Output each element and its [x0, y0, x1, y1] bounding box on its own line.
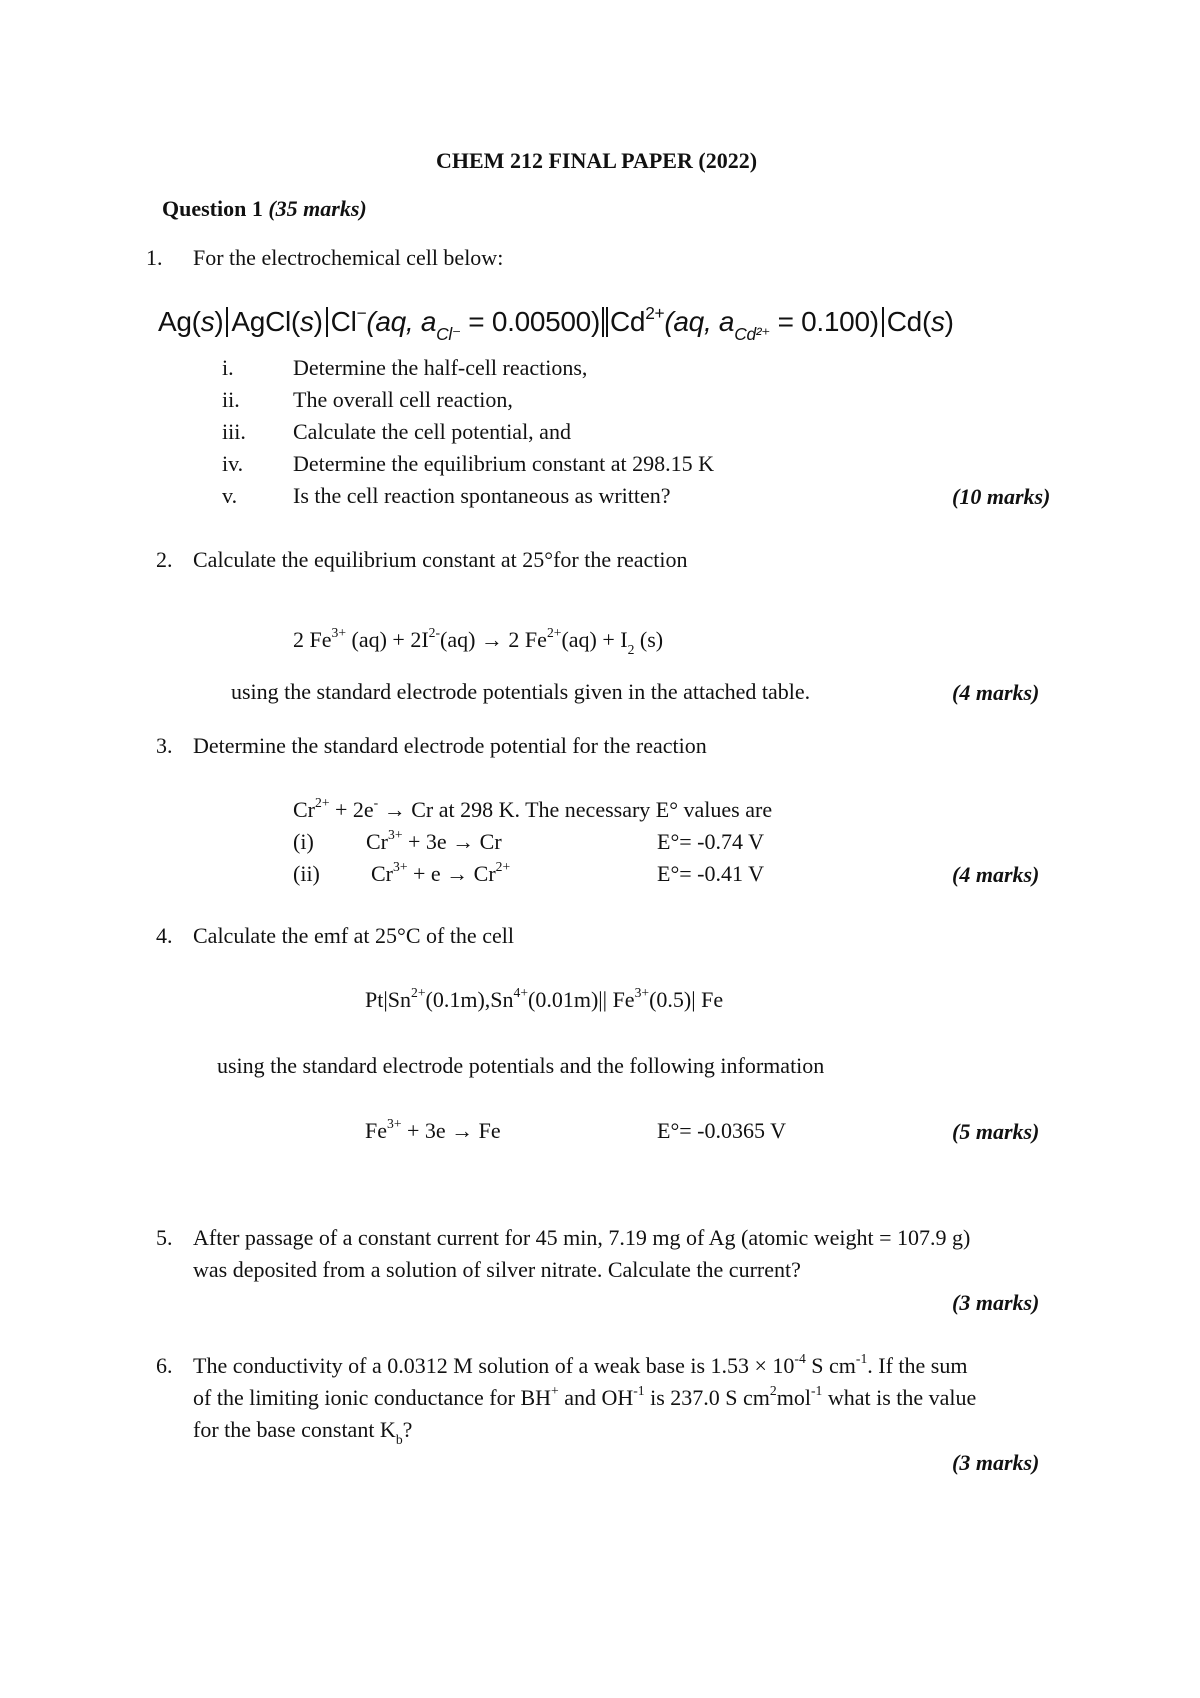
q4-info-reaction: $Fe^{3+} + 3e \to Fe$ — [365, 1116, 501, 1143]
q1-part-num: ii. — [222, 387, 240, 412]
q3-r1-potential: E°= -0.74 V — [657, 829, 764, 854]
q4-cell: $Pt|Sn^{2+}(0.1m),Sn^{4+}(0.01m)||$ $Fe^{3+}(0.5)|$ Fe — [365, 985, 724, 1012]
question-label: Question 1 — [162, 196, 263, 221]
q2-using: using the standard electrode potentials given in the attached table. — [231, 679, 811, 704]
q1-marks: (10 marks) — [952, 484, 1051, 509]
q1-part-num: iii. — [222, 419, 246, 444]
q1-part-text: Calculate the cell potential, and — [293, 419, 571, 444]
q4-info-potential: E°= -0.0365 V — [657, 1118, 786, 1143]
q4-using: using the standard electrode potentials and the following information — [217, 1053, 825, 1078]
q1-part-text: Determine the equilibrium constant at 298.15 K — [293, 451, 714, 476]
q3-reaction: $Cr^{2+} + 2e^- \to Cr$ at 298 K. The necessary E° values are — [293, 795, 773, 822]
q4-number: 4. — [156, 923, 173, 948]
q6-line3: for the base constant $K_b$? — [193, 1417, 413, 1448]
q3-number: 3. — [156, 733, 173, 758]
q1-part-text: The overall cell reaction, — [293, 387, 513, 412]
q3-r2-reaction: $Cr^{3+} + e \to Cr^{2+}$ — [371, 859, 511, 886]
q1-part-text: Is the cell reaction spontaneous as written? — [293, 483, 671, 508]
q2-equation: 2 $Fe^{3+}$ $(aq) + 2I^{2-}(aq) \to 2$ $Fe^{2+}(aq) + I_2$ (s) — [293, 625, 664, 658]
q2-number: 2. — [156, 547, 173, 572]
q1-number: 1. — [146, 245, 163, 270]
q4-text: Calculate the emf at 25°C of the cell — [193, 923, 514, 948]
q3-r1-number: (i) — [293, 829, 314, 854]
q3-r2-potential: E°= -0.41 V — [657, 861, 764, 886]
q6-marks: (3 marks) — [952, 1450, 1040, 1475]
q6-line1: The conductivity of a 0.0312 M solution of a weak base is $1.53 \times 10^{-4}$ S $cm^{-1}$. If the sum — [193, 1351, 968, 1378]
q3-r2-number: (ii) — [293, 861, 320, 886]
q1-cell-notation: Ag(s) AgCl(s) Cl−(aq, $a_{Cl^-} = 0.00500$) $Cd^{2+}(aq$, $a_{Cd^{2+}} = 0.100$) Cd(s) — [158, 302, 954, 345]
q2-text: Calculate the equilibrium constant at 25°for the reaction — [193, 547, 688, 572]
q1-text: For the electrochemical cell below: — [193, 245, 504, 270]
q5-marks: (3 marks) — [952, 1290, 1040, 1315]
q3-marks: (4 marks) — [952, 862, 1040, 887]
q5-line1: After passage of a constant current for 45 min, 7.19 mg of Ag (atomic weight = 107.9 g) — [193, 1225, 971, 1250]
q3-r1-reaction: $Cr^{3+} + 3e \to Cr$ — [366, 827, 502, 854]
q6-line2: of the limiting ionic conductance for BH+ and $OH^{-1}$ is 237.0 S $cm^2mol^{-1}$ what is the value — [193, 1383, 977, 1410]
q6-number: 6. — [156, 1353, 173, 1378]
q5-line2: was deposited from a solution of silver nitrate. Calculate the current? — [193, 1257, 801, 1282]
q2-marks: (4 marks) — [952, 680, 1040, 705]
q3-text: Determine the standard electrode potential for the reaction — [193, 733, 707, 758]
question-heading — [162, 195, 367, 223]
q4-marks: (5 marks) — [952, 1119, 1040, 1144]
question-marks: (35 marks) — [268, 196, 367, 221]
q1-part-num: i. — [222, 355, 234, 380]
q1-part-num: iv. — [222, 451, 244, 476]
q1-part-text: Determine the half-cell reactions, — [293, 355, 588, 380]
q5-number: 5. — [156, 1225, 173, 1250]
q1-part-num: v. — [222, 483, 238, 508]
page-title: CHEM 212 FINAL PAPER (2022) — [436, 148, 758, 173]
